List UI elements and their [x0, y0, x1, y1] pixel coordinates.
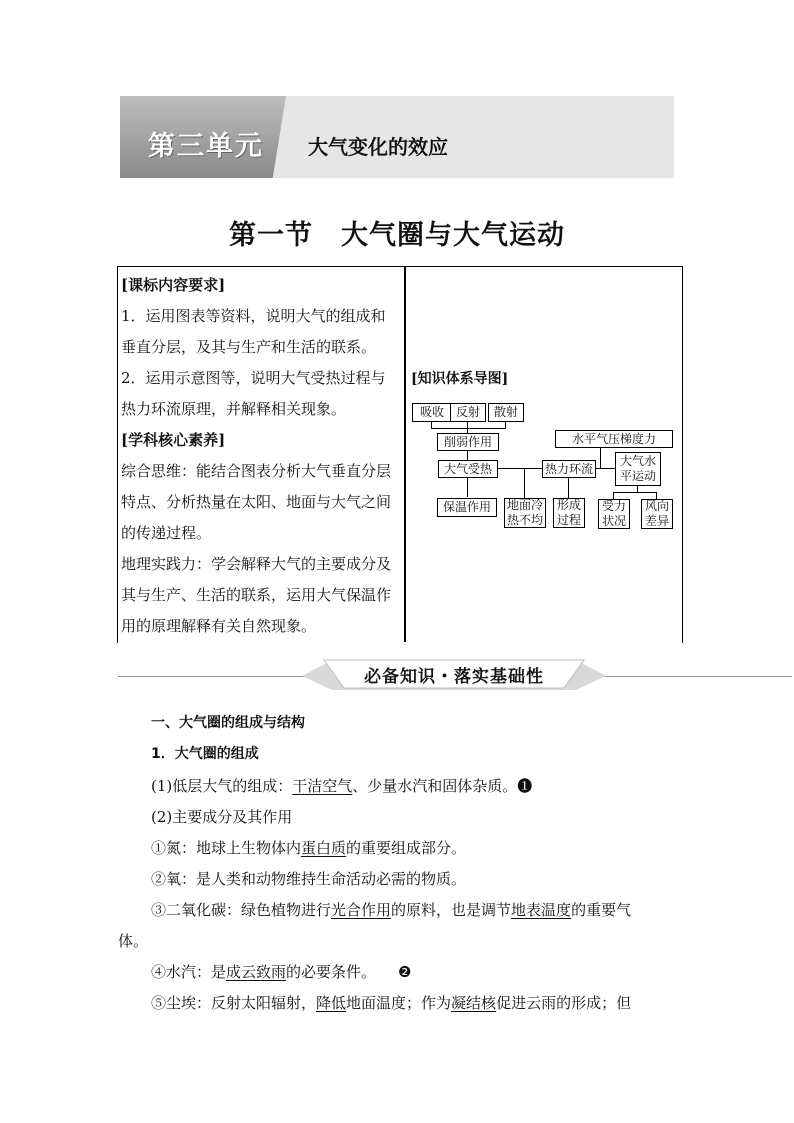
- section-title: 第一节 大气圈与大气运动: [229, 220, 565, 251]
- connector: [656, 492, 657, 499]
- formation-line2: 过程: [556, 513, 581, 527]
- horizontal-motion-line1: 大气水: [619, 454, 656, 468]
- note-marker-1: ❶: [517, 777, 533, 795]
- heading-1: 一、大气圈的组成与结构: [151, 715, 305, 731]
- connector: [431, 428, 506, 429]
- p1-text: (1)低层大气的组成：: [151, 777, 293, 795]
- wind-diff-line1: 风向: [644, 499, 669, 513]
- force-state-line1: 受力: [601, 499, 626, 513]
- horizontal-motion-box: [615, 452, 661, 486]
- p5-text-mid: 的原料，也是调节: [391, 901, 512, 919]
- unit-title: 大气变化的效应: [308, 135, 448, 159]
- formation-line1: 形成: [556, 498, 581, 512]
- ground-diff-box: [504, 498, 546, 528]
- mindmap-title: [知识体系导图]: [411, 371, 509, 387]
- heating-box: 大气受热: [438, 460, 498, 478]
- literacy-item-1: 综合思维：能结合图表分析大气垂直分层特点、分析热量在太阳、地面与大气之间的传递过程。: [121, 462, 392, 542]
- ground-diff-line1: 地面冷: [506, 498, 543, 512]
- wind-diff-box: [641, 499, 673, 529]
- p6-text: ④水汽：是: [151, 963, 227, 981]
- absorb-box: 吸收: [412, 403, 452, 422]
- p5-key-term-1: 光合作用: [331, 901, 392, 919]
- standard-heading: [课标内容要求]: [121, 276, 226, 294]
- standard-item-2: 2．运用示意图等，说明大气受热过程与热力环流原理，并解释相关现象。: [121, 369, 386, 418]
- paragraph-1: [151, 771, 532, 802]
- connector: [600, 446, 601, 468]
- p7-text: ⑤尘埃：反射太阳辐射，: [151, 994, 317, 1012]
- connector: [594, 468, 615, 469]
- wind-diff-line2: 差异: [644, 514, 669, 528]
- p1-key-term: 干洁空气: [292, 777, 353, 795]
- section-ribbon-label: 必备知识・落实基础性: [364, 667, 544, 687]
- divider-rule-right: [590, 676, 792, 677]
- p6-text-end: 的必要条件。: [286, 963, 377, 981]
- standard-item-1: 1．运用图表等资料，说明大气的组成和垂直分层，及其与生产和生活的联系。: [121, 307, 386, 356]
- formation-box: [553, 498, 585, 528]
- p7-key-term-2: 凝结核: [451, 994, 497, 1012]
- horizontal-motion-line2: 平运动: [619, 469, 656, 483]
- circulation-box: 热力环流: [542, 460, 596, 478]
- connector: [496, 468, 542, 469]
- literacy-heading: [学科核心素养]: [121, 431, 226, 449]
- connector: [613, 492, 657, 493]
- connector: [568, 476, 569, 498]
- p3-key-term: 蛋白质: [301, 839, 347, 857]
- scatter-box: 散射: [488, 403, 524, 422]
- paragraph-7: [151, 988, 631, 1019]
- p3-text-end: 的重要组成部分。: [346, 839, 467, 857]
- connector: [467, 476, 468, 497]
- connector: [524, 468, 525, 498]
- force-state-line2: 状况: [601, 514, 626, 528]
- paragraph-4: ②氧：是人类和动物维持生命活动必需的物质。: [151, 870, 467, 888]
- reflect-box: 反射: [450, 403, 486, 422]
- heading-2: 1．大气圈的组成: [151, 746, 259, 762]
- literacy-item-2: 地理实践力：学会解释大气的主要成分及其与生产、生活的联系，运用大气保温作用的原理解释有关自然现象。: [121, 555, 392, 635]
- p7-text-mid: 地面温度；作为: [346, 994, 452, 1012]
- pressure-gradient-box: 水平气压梯度力: [555, 430, 673, 448]
- requirements-column: [121, 270, 399, 642]
- p7-text-end: 促进云雨的形成；但: [496, 994, 632, 1012]
- paragraph-6: [151, 957, 412, 988]
- p5-key-term-2: 地表温度: [511, 901, 572, 919]
- p1-text-end: 、少量水汽和固体杂质。: [352, 777, 518, 795]
- paragraph-5-cont: 体。: [118, 932, 149, 950]
- weaken-box: 削弱作用: [437, 433, 499, 451]
- table-divider: [404, 266, 406, 642]
- note-marker-2: ❷: [398, 963, 412, 981]
- p3-text: ①氮：地球上生物体内: [151, 839, 302, 857]
- insulate-box: 保温作用: [437, 498, 497, 517]
- paragraph-3: [151, 833, 466, 864]
- paragraph-2: (2)主要成分及其作用: [151, 808, 293, 826]
- unit-label: 第三单元: [148, 131, 264, 162]
- connector: [613, 492, 614, 499]
- force-state-box: [598, 499, 630, 529]
- p7-key-term-1: 降低: [316, 994, 347, 1012]
- p6-key-term: 成云致雨: [226, 963, 287, 981]
- p5-text: ③二氧化碳：绿色植物进行: [151, 901, 332, 919]
- p5-text-end: 的重要气: [571, 901, 632, 919]
- ground-diff-line2: 热不均: [506, 513, 543, 527]
- paragraph-5: [151, 895, 631, 926]
